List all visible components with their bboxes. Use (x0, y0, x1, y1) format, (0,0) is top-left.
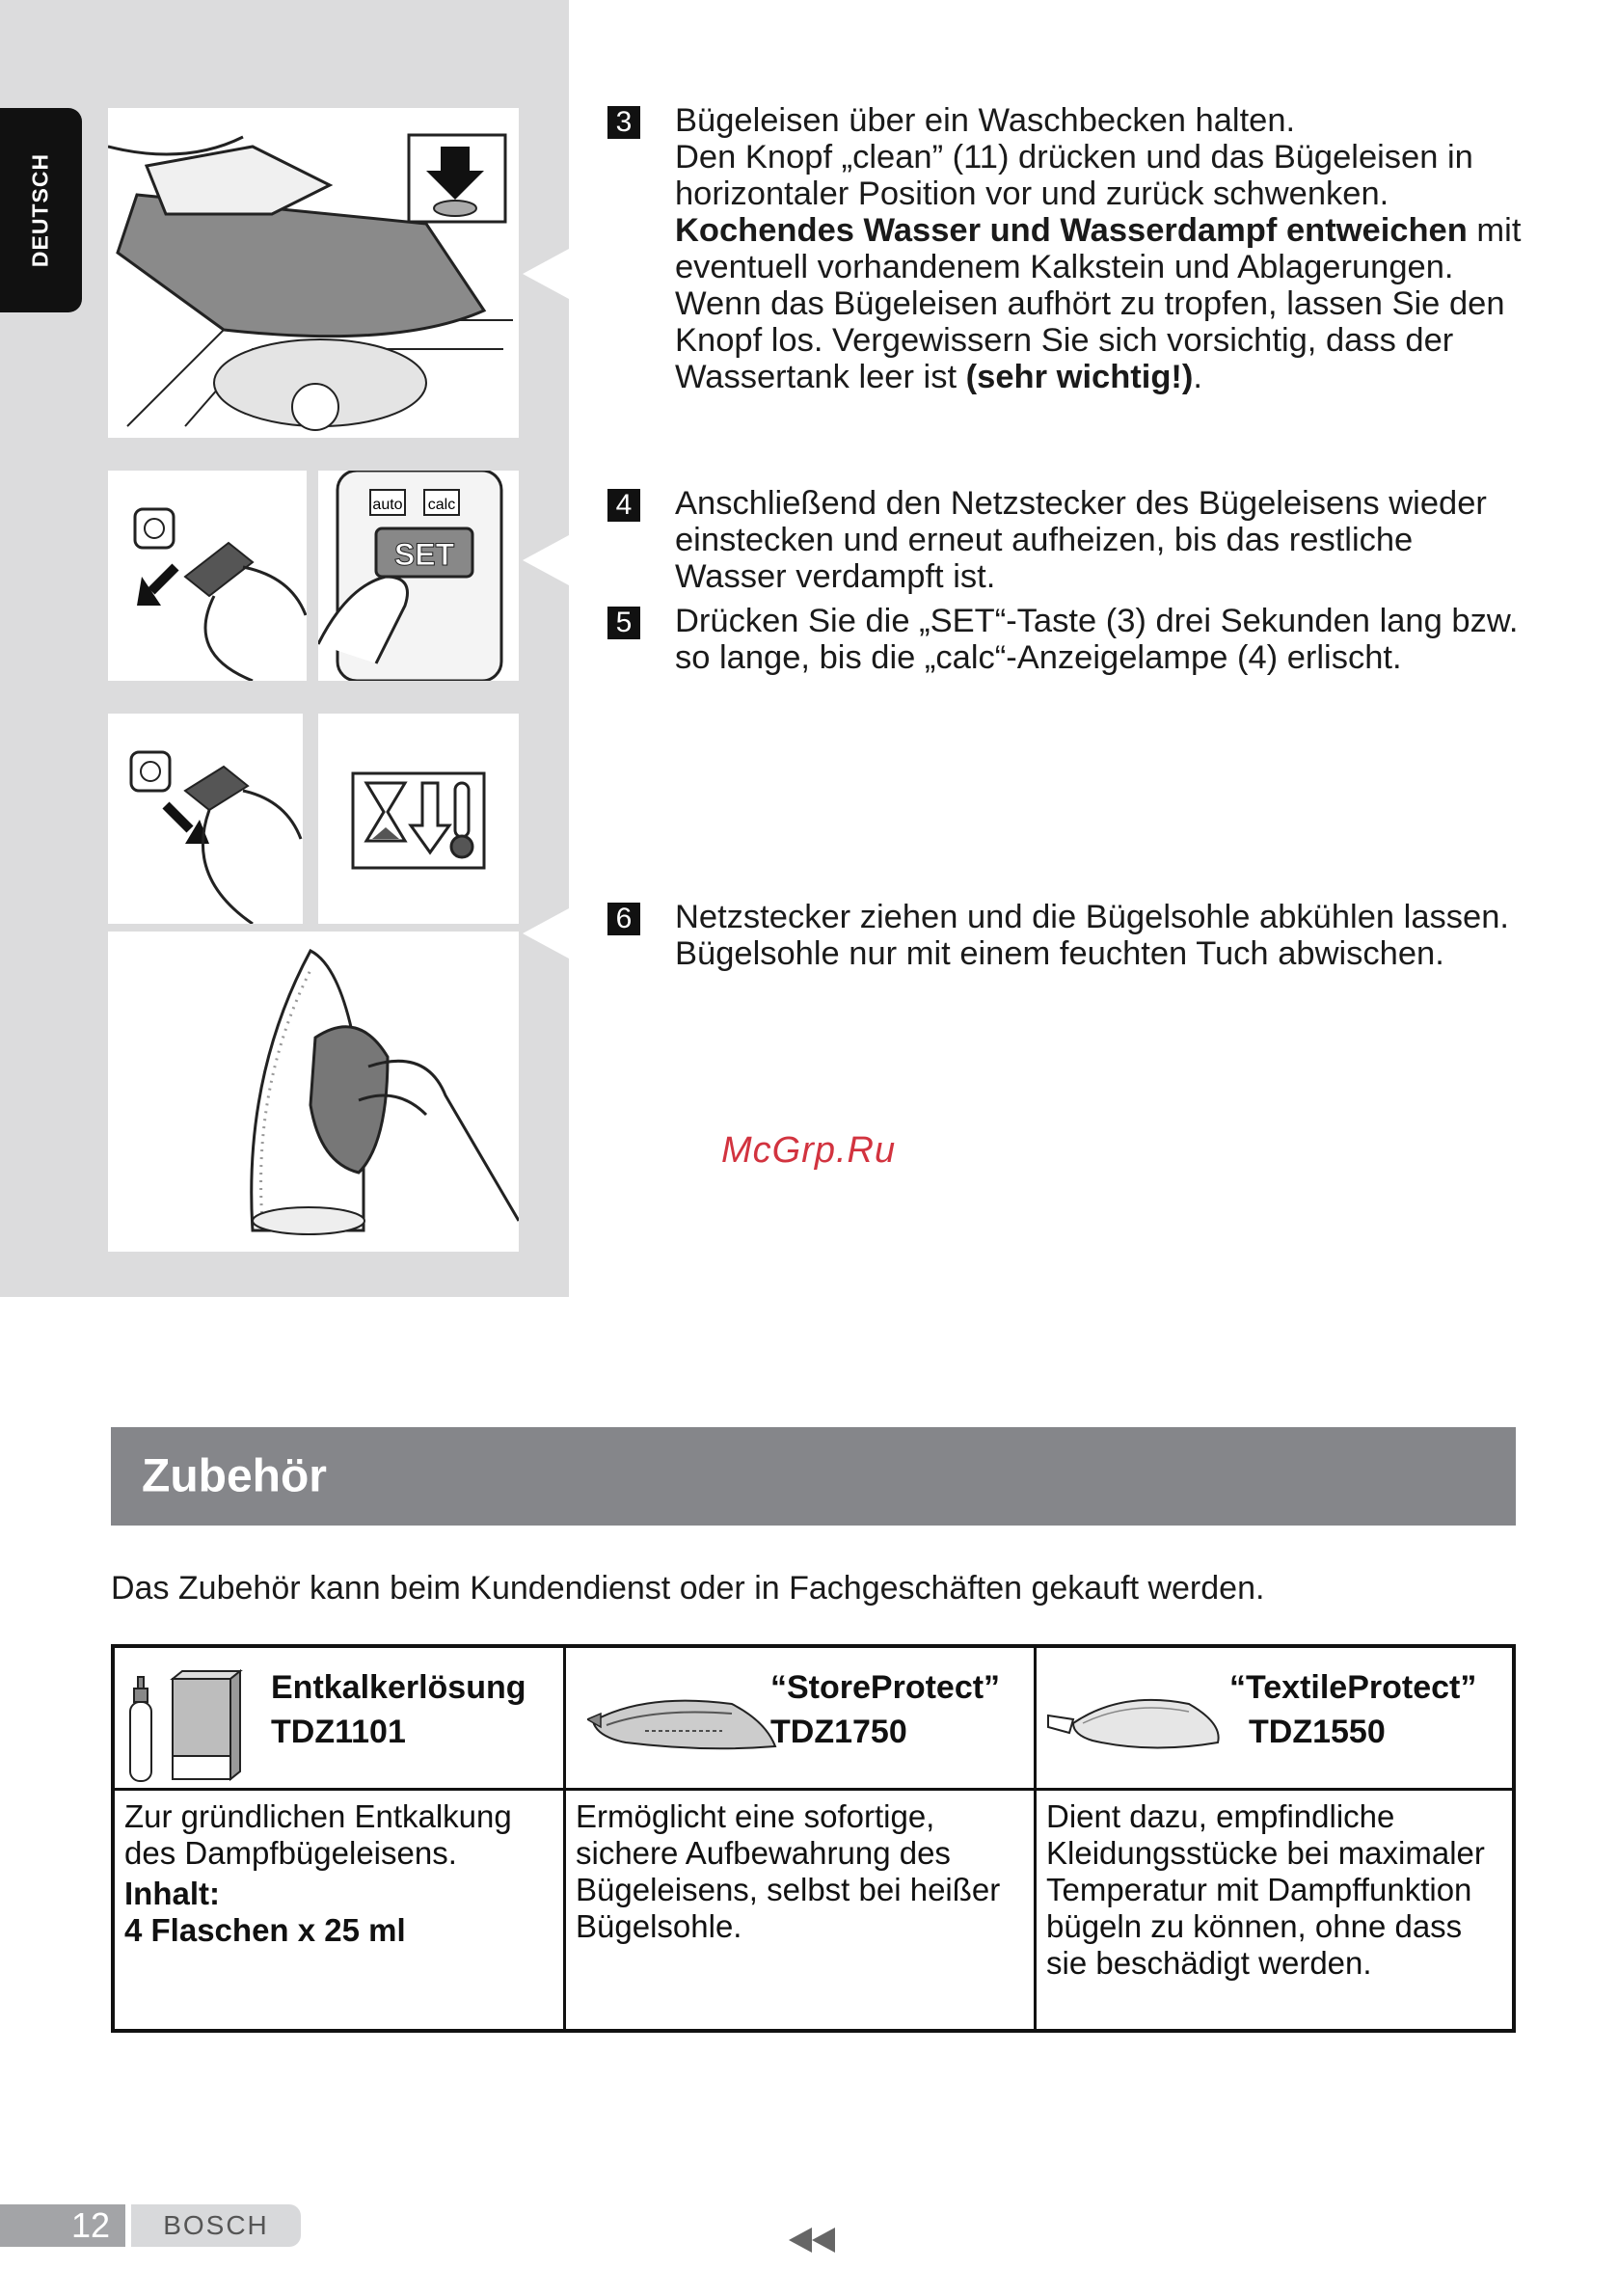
accessory-code: TDZ1101 (271, 1714, 406, 1750)
page-number: 12 (0, 2204, 125, 2247)
accessory-name: “StoreProtect” (770, 1669, 1001, 1706)
language-tab (0, 108, 82, 312)
section-header (111, 1427, 1516, 1526)
illustration-wipe-soleplate (108, 932, 519, 1252)
watermark: McGrp.Ru (721, 1130, 897, 1171)
set-button-drawing (318, 471, 519, 681)
step-6 (607, 899, 1533, 972)
pointer-notch-step4 (523, 535, 569, 585)
pointer-notch-step3 (523, 249, 569, 299)
auto-lamp-label: auto (372, 497, 403, 513)
pointer-notch-step6 (523, 908, 569, 959)
accessory-description: Ermöglicht eine sofortige, sichere Aufbewahrung des Bügeleisens, selbst bei heißer Bügelsohle. (576, 1798, 1001, 1944)
calc-lamp-label: calc (427, 497, 456, 513)
step-3-line-2: Den Knopf „clean” (11) drücken und das Bügeleisen in horizontaler Position vor und zurück schwenken. (675, 139, 1473, 212)
accessory-name-block (271, 1665, 526, 1754)
language-tab-label: DEUTSCH (27, 152, 53, 268)
step-3-warning: Kochendes Wasser und Wasserdampf entweichen (675, 212, 1468, 249)
illustration-set-button (318, 471, 519, 681)
unplug-drawing (108, 714, 303, 924)
accessory-header (1037, 1648, 1512, 1791)
plug-in-drawing (108, 471, 307, 681)
contents-label: Inhalt: (124, 1876, 220, 1911)
step-number: 6 (607, 903, 640, 935)
step-5 (607, 603, 1533, 676)
step-3-period: . (1193, 359, 1203, 395)
section-title: Zubehör (142, 1450, 327, 1502)
accessory-textileprotect (1034, 1648, 1512, 2029)
accessory-name: “TextileProtect” (1229, 1669, 1477, 1706)
step-3-emphasis: (sehr wichtig!) (965, 359, 1194, 395)
step-3 (607, 102, 1533, 395)
textileprotect-icon (1044, 1687, 1227, 1760)
brand-logo: BOSCH (131, 2204, 301, 2247)
set-button-label: SET (393, 537, 455, 572)
descaler-bottle-icon (128, 1667, 254, 1783)
step-number: 5 (607, 607, 640, 639)
accessory-description-text: Zur gründlichen Entkalkung des Dampfbügeleisens. (124, 1798, 512, 1871)
contents-value: 4 Flaschen x 25 ml (124, 1912, 406, 1948)
accessory-name: Entkalkerlösung (271, 1669, 526, 1706)
step-text (675, 102, 1533, 395)
accessory-code: TDZ1550 (1249, 1714, 1386, 1750)
accessory-storeprotect (563, 1648, 1034, 2029)
storeprotect-icon (587, 1683, 780, 1760)
section-intro: Das Zubehör kann beim Kundendienst oder in Fachgeschäften gekauft werden. (111, 1570, 1265, 1607)
previous-page-icon[interactable] (789, 2228, 837, 2253)
iron-over-sink-drawing (108, 108, 519, 438)
cooling-symbol-drawing (318, 714, 519, 924)
step-3-line-1: Bügeleisen über ein Waschbecken halten. (675, 102, 1296, 139)
step-text: Netzstecker ziehen und die Bügelsohle abkühlen lassen. Bügelsohle nur mit einem feuchten Tuch abwischen. (675, 899, 1509, 972)
step-number: 3 (607, 106, 640, 139)
step-text: Drücken Sie die „SET“-Taste (3) drei Sekunden lang bzw. so lange, bis die „calc“-Anzeigelampe (4) erlischt. (675, 603, 1519, 676)
accessory-name-block (770, 1665, 1000, 1754)
illustration-cooling-symbol (318, 714, 519, 924)
accessory-code: TDZ1750 (770, 1714, 907, 1750)
wipe-soleplate-drawing (108, 932, 519, 1252)
illustration-unplug (108, 714, 303, 924)
illustration-plug-in (108, 471, 307, 681)
accessories-table (111, 1644, 1516, 2033)
accessory-header (566, 1648, 1034, 1791)
step-text: Anschließend den Netzstecker des Bügeleisens wieder einstecken und erneut aufheizen, bis das restliche Wasser verdampft ist. (675, 485, 1487, 595)
step-4 (607, 485, 1533, 595)
accessory-description (124, 1798, 557, 1949)
accessory-description: Dient dazu, empfindliche Kleidungsstücke bei maximaler Temperatur mit Dampffunktion bügeln zu können, ohne dass sie beschädigt werden. (1046, 1798, 1485, 1981)
accessory-descaler (115, 1648, 563, 2029)
step-3-line-3: mit eventuell vorhandenem Kalkstein und Ablagerungen. Wenn das Bügeleisen aufhört zu tropfen, lassen Sie den Knopf los. Vergewissern Sie sich vorsichtig, dass der Wassertank leer ist (675, 212, 1522, 395)
accessory-header (115, 1648, 563, 1791)
accessory-name-block (1229, 1665, 1476, 1754)
illustration-iron-over-sink (108, 108, 519, 438)
step-number: 4 (607, 489, 640, 522)
